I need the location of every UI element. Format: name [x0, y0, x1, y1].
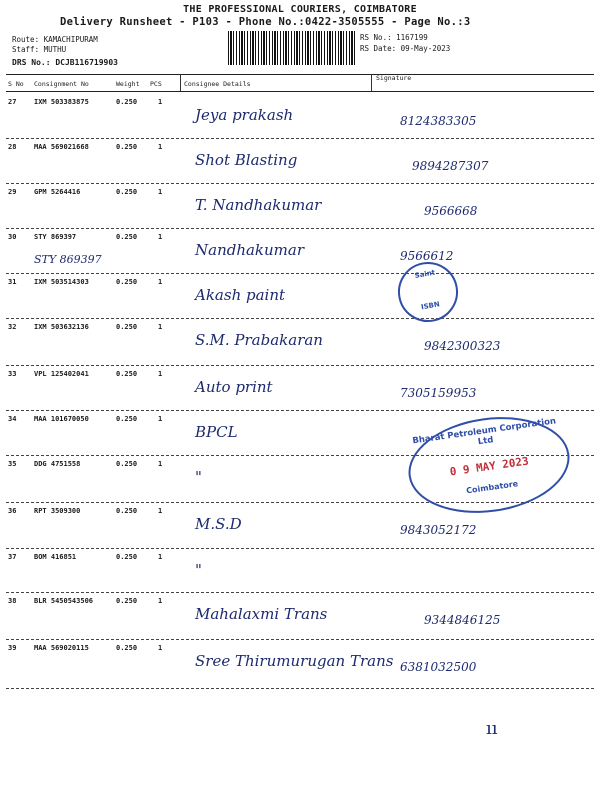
row-weight: 0.250	[116, 507, 138, 515]
row-divider	[6, 410, 594, 411]
row-serial-number: 30	[8, 233, 17, 241]
row-weight: 0.250	[116, 323, 138, 331]
row-weight: 0.250	[116, 370, 138, 378]
row-consignment-number: IXM 503383875	[34, 98, 89, 106]
column-divider	[371, 74, 372, 91]
row-consignee: Mahalaxmi Trans	[195, 605, 328, 623]
runsheet-subtitle: Delivery Runsheet - P103 - Phone No.:0422-3505555 - Page No.:3	[60, 16, 471, 28]
row-weight: 0.250	[116, 415, 138, 423]
row-consignee: "	[195, 468, 202, 486]
row-signature-phone: 9843052172	[400, 523, 477, 537]
row-consignment-number: VPL 125402041	[34, 370, 89, 378]
col-header-sno: S No	[8, 80, 24, 88]
row-weight: 0.250	[116, 597, 138, 605]
seal-company-name: Bharat Petroleum Corporation Ltd	[411, 416, 557, 448]
row-consignment-number: IXM 503514303	[34, 278, 89, 286]
row-consignee: M.S.D	[195, 515, 242, 533]
rs-number: RS No.: 1167199	[360, 33, 428, 42]
row-consignment-number: STY 869397	[34, 233, 77, 241]
row-consignee: T. Nandhakumar	[195, 196, 322, 214]
row-serial-number: 31	[8, 278, 17, 286]
row-divider	[6, 592, 594, 593]
row-weight: 0.250	[116, 278, 138, 286]
row-pieces: 1	[158, 507, 163, 515]
company-title: THE PROFESSIONAL COURIERS, COIMBATORE	[183, 4, 417, 15]
row-signature-phone: 9344846125	[424, 613, 501, 627]
row-serial-number: 36	[8, 507, 17, 515]
row-divider	[6, 138, 594, 139]
barcode	[228, 31, 356, 65]
row-weight: 0.250	[116, 460, 138, 468]
row-consignee: Sree Thirumurugan Trans	[195, 652, 394, 670]
row-serial-number: 39	[8, 644, 17, 652]
row-divider	[6, 688, 594, 689]
row-pieces: 1	[158, 553, 163, 561]
stamp-top-text: Saint	[414, 268, 436, 280]
row-pieces: 1	[158, 278, 163, 286]
row-consignee: Auto print	[195, 378, 273, 396]
row-divider	[6, 183, 594, 184]
row-consignee: "	[195, 561, 202, 579]
row-pieces: 1	[158, 460, 163, 468]
row-consignee: BPCL	[195, 423, 238, 441]
row-serial-number: 33	[8, 370, 17, 378]
col-header-signature: Signature	[376, 74, 412, 82]
row-consignee: Shot Blasting	[195, 151, 298, 169]
row-serial-number: 38	[8, 597, 17, 605]
row-consignment-number: MAA 569020115	[34, 644, 89, 652]
stamp-bottom-text: ISBN	[420, 300, 441, 312]
row-pieces: 1	[158, 188, 163, 196]
row-serial-number: 29	[8, 188, 17, 196]
row-serial-number: 34	[8, 415, 17, 423]
row-signature-phone: 9894287307	[412, 159, 489, 173]
row-weight: 0.250	[116, 143, 138, 151]
staff-label: Staff: MUTHU	[12, 45, 67, 54]
col-header-pcs: PCS	[150, 80, 162, 88]
row-signature-phone: 6381032500	[400, 660, 477, 674]
row-weight: 0.250	[116, 553, 138, 561]
table-header-bottom-border	[6, 91, 594, 92]
row-consignment-number: MAA 101670050	[34, 415, 89, 423]
row-consignment-number: RPT 3509300	[34, 507, 81, 515]
seal-city: Coimbatore	[465, 479, 519, 496]
row-pieces: 1	[158, 98, 163, 106]
row-serial-number: 35	[8, 460, 17, 468]
row-divider	[6, 365, 594, 366]
row-signature-phone: 9566668	[424, 204, 478, 218]
table-top-border	[6, 74, 594, 75]
row-pieces: 1	[158, 323, 163, 331]
row-divider	[6, 273, 594, 274]
company-seal-stamp	[402, 407, 576, 523]
row-divider	[6, 228, 594, 229]
row-weight: 0.250	[116, 644, 138, 652]
row-serial-number: 32	[8, 323, 17, 331]
row-signature-phone: 7305159953	[400, 386, 477, 400]
row-consignee: Akash paint	[195, 286, 286, 304]
row-divider	[6, 318, 594, 319]
row-divider	[6, 639, 594, 640]
seal-date: 0 9 MAY 2023	[448, 454, 530, 479]
row-pieces: 1	[158, 415, 163, 423]
row-consignment-number: IXM 503632136	[34, 323, 89, 331]
rs-date: RS Date: 09-May-2023	[360, 44, 451, 53]
row-weight: 0.250	[116, 188, 138, 196]
row-weight: 0.250	[116, 98, 138, 106]
row-pieces: 1	[158, 370, 163, 378]
row-signature-phone: 8124383305	[400, 114, 477, 128]
row-divider	[6, 548, 594, 549]
col-header-consignment: Consignment No	[34, 80, 89, 88]
tick-mark: ıı	[486, 718, 498, 739]
row-serial-number: 37	[8, 553, 17, 561]
round-stamp	[393, 257, 463, 327]
col-header-weight: Weight	[116, 80, 140, 88]
column-divider	[180, 74, 181, 91]
row-pieces: 1	[158, 597, 163, 605]
row-consignee: Nandhakumar	[195, 241, 305, 259]
col-header-consignee: Consignee Details	[184, 80, 251, 88]
row-handwritten-note: STY 869397	[34, 253, 102, 266]
row-consignee: Jeya prakash	[195, 106, 294, 124]
row-consignment-number: BOM 416851	[34, 553, 77, 561]
row-pieces: 1	[158, 644, 163, 652]
row-serial-number: 27	[8, 98, 17, 106]
row-consignee: S.M. Prabakaran	[195, 331, 323, 349]
row-signature-phone: 9566612	[400, 249, 454, 263]
row-consignment-number: DDG 4751558	[34, 460, 81, 468]
route-label: Route: KAMACHIPURAM	[12, 35, 98, 44]
row-pieces: 1	[158, 143, 163, 151]
drs-number: DRS No.: DCJB116719903	[12, 58, 118, 67]
row-pieces: 1	[158, 233, 163, 241]
row-consignment-number: GPM 5264416	[34, 188, 81, 196]
row-weight: 0.250	[116, 233, 138, 241]
row-consignment-number: BLR 5450543506	[34, 597, 94, 605]
row-serial-number: 28	[8, 143, 17, 151]
row-signature-phone: 9842300323	[424, 339, 501, 353]
row-consignment-number: MAA 569021668	[34, 143, 89, 151]
